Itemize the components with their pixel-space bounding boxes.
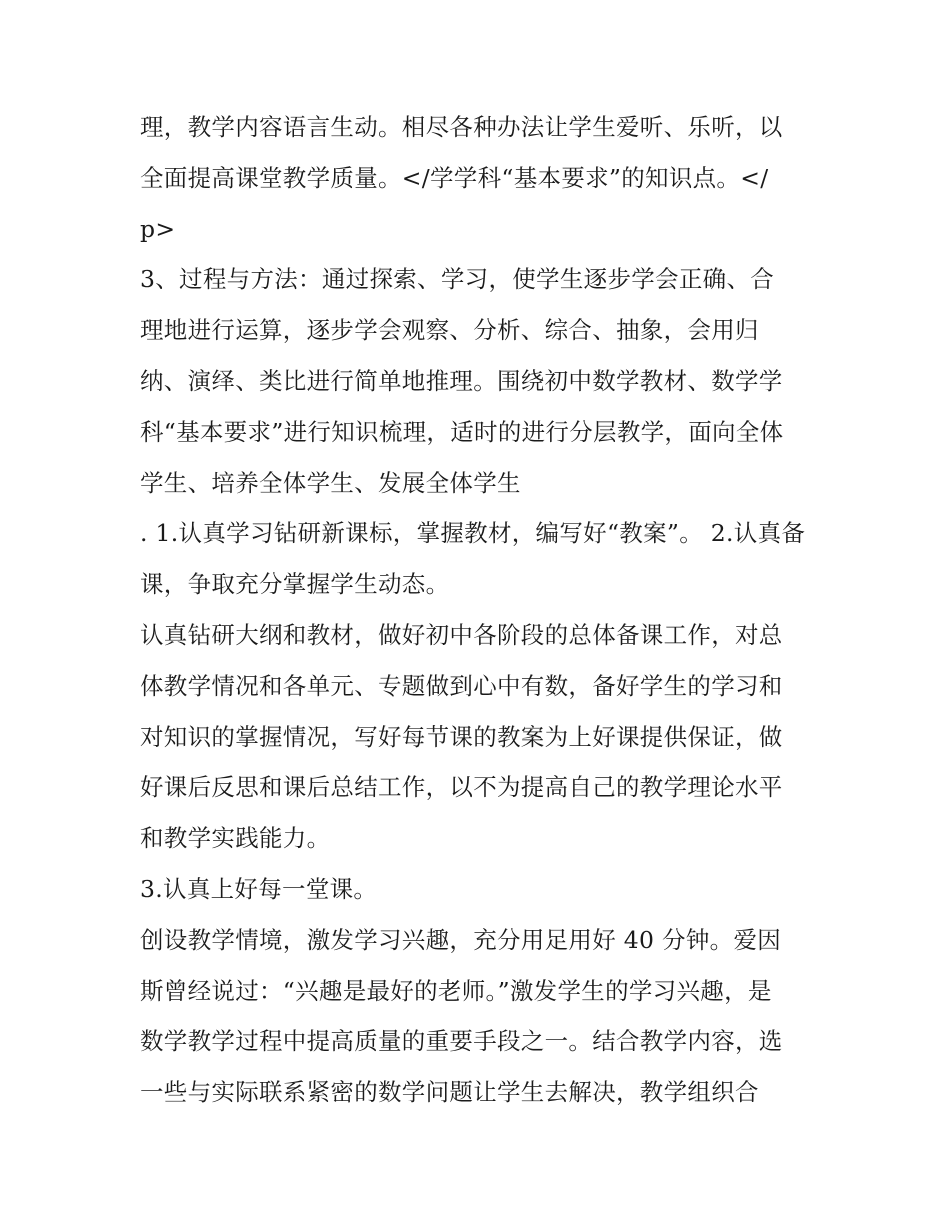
text-line: 课，争取充分掌握学生动态。: [140, 570, 450, 599]
text-line: 数学教学过程中提高质量的重要手段之一。结合教学内容，选: [140, 1027, 783, 1056]
text-line: 好课后反思和课后总结工作，以不为提高自己的教学理论水平: [140, 773, 783, 802]
text-line: p>: [140, 214, 176, 243]
text-line: 3.认真上好每一堂课。: [140, 874, 378, 903]
text-line: 斯曾经说过：“兴趣是最好的老师。”激发学生的学习兴趣，是: [140, 976, 772, 1005]
text-line: 纳、演绎、类比进行简单地推理。围绕初中数学教材、数学学: [140, 366, 783, 395]
text-line: 全面提高课堂教学质量。</学学科“基本要求”的知识点。</: [140, 163, 769, 192]
text-line: 科“基本要求”进行知识梳理，适时的进行分层教学，面向全体: [140, 417, 784, 446]
text-line: 学生、培养全体学生、发展全体学生: [140, 468, 521, 497]
text-line: 一些与实际联系紧密的数学问题让学生去解决，教学组织合: [140, 1078, 759, 1107]
text-line: 对知识的掌握情况，写好每节课的教案为上好课提供保证，做: [140, 722, 783, 751]
text-line: 理地进行运算，逐步学会观察、分析、综合、抽象，会用归: [140, 316, 759, 345]
text-line: 创设教学情境，激发学习兴趣，充分用足用好 40 分钟。爱因: [140, 925, 782, 954]
body-text: [140, 102, 820, 1118]
text-line: 体教学情况和各单元、专题做到心中有数，备好学生的学习和: [140, 671, 783, 700]
text-line: 理，教学内容语言生动。相尽各种办法让学生爱听、乐听，以: [140, 113, 783, 141]
text-line: 和教学实践能力。: [140, 824, 331, 853]
text-line: 认真钻研大纲和教材，做好初中各阶段的总体备课工作，对总: [140, 620, 783, 649]
text-line: . 1.认真学习钻研新课标，掌握教材，编写好“教案”。 2.认真备: [140, 519, 806, 548]
text-line: 3、过程与方法：通过探索、学习，使学生逐步学会正确、合: [140, 265, 775, 294]
